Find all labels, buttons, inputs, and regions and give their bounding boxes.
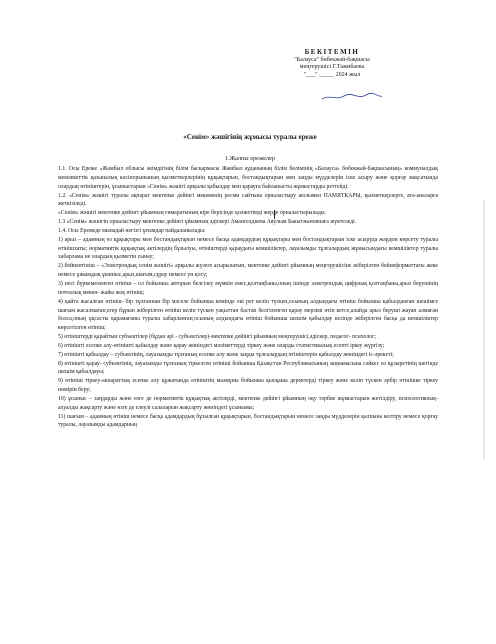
approval-heading: БЕКІТЕМІН [304,48,360,56]
definition-3: 3) несі бүркемеленген өтініш – ол бойынша авторын белгілеу мүмкін емес,қолтаңбаны,оның ішінде электрондық цифрлық қолтаңбаны,арыз берушінің почталық мекен- жайы жоқ өтініш; [58,280,438,296]
paragraph-1-1: 1.1. Осы Ереже «Жамбыл облысы әкімдігінің білім басқармасы Жамбыл ауданының білім бөлімінің «Балауса» бөбекжай-бақшасының» коммуналдық мемлекеттік қазыналық кәсіпорынының қызметкерлерінің құқықтарын, бостандықтарын мен заңды мүдделерін іске асыру және қорғау мақсатында олардың өтініштерін, ұсыныстарын «Сенім» жәшігі арқылы қабылдау мен қарауға байланысты жұмыстарды реттейді. [58,166,438,190]
document-title: «Сенім» жәшігінің жұмысы туралы ереже [183,133,317,141]
definition-9: 9) өтініші тіркеу-акпараттық есепке алу құжатында өтініштің мазмұны бойынша қысқаша деректерді тіркеу және келіп түскен әрбір өтінішке тіркеу нөмірін беру; [58,378,438,394]
approval-signatory: меңгерушісі Г.Тажибаева [299,64,365,70]
approval-block [262,49,402,79]
paragraph-1-3: 1.3 «Сенім» жәшігін орналастыру мектепке дейінгі ұйымның әдіскері Амангелдиева Аяулым Бакытжановнаға жүктеледі. [58,219,357,226]
definition-7: 7) өтінішті қабылдау – субъектінің, лауазымды тұлғаның есепке алу және заңды тұлғалардың өтініштерін қабылдау жөніндегі іс-әрекеті; [58,351,394,358]
definition-11: 11) шағым – адамның өтініш немесе басқа адамдардың бұзылған құқықтарын, бостандықтарын немесе заңды мүдделерін қалпына келтіру немесе қорғау туралы, лауазымды адамдарның [58,413,438,429]
paragraph-1-2: 1.2. «Сенім» жәшігі туралы ақпарат мектепке дейінгі мекеменің ресми сайтына орналастыру жолымен ПАМЯТКАРЫ, қызметкерлерге, ата-аналарға жеткізіледі. [58,192,438,208]
definition-6: 6) өтінішті есепке алу-өтінішті қабылдау және қарау жөніндегі мәліметтерді тіркеу және оларды статистикалық есепті іркеу жүргізу; [58,342,385,349]
document-body [58,165,438,430]
paragraph-1-2-location: «Сенім» жәшігі мектепке дейінгі ұйымның ғимаратының кіре берісінде қолжетімді жерде орналастырылады. [58,210,327,217]
approval-organization: "Балауса" бөбекжай-бақшасы [294,56,370,63]
definition-4: 4) қайта жасалған өтініш- бір тұлғаннан бір мәселе бойынша кемінде екі рет келіп түскен,осының алдындағы өтініш бойынша қабылданған шешімге шағым жасалмаған,егер бұрын жіберілген өтініш келіп түскен уақыттан бастап белгіленген қарау мерзімі өтіп кетсе,алайда арыз беруші жауап алмаған болса,оның ұқсасты қарамағаны туралы хабарланған,осының алдындағы өтініш бойынша шешім қабылдау кезінде жіберілген басқа да кемшіліктер көрсетілген өтініш; [58,298,438,332]
paragraph-1-4: 1.4. Осы Ережеде мынадай негізгі ұғымдар пайдаланылады: [58,227,206,234]
definition-1: 1) арыз – адамның өз құқықтары мен бостандықтарын немесе басқа адамдардың құқықтары мен бостандықтарын іске асыруда жәрдем көрсету туралы өтінішхаты; нормативтік құқықтық актілердің бұзылуы, өтініштерді қараудағы кемшіліктер, лауазымды тұлғалардың жұмысындағы кемшіліктер туралы хабарлама не олардың қызметін сынау; [58,236,438,261]
section-heading: 1.Жалпы ережелер [224,155,276,162]
scan-edge-shadow [483,200,485,460]
approval-date: "___" _____ 2024 жыл [303,71,361,78]
definition-5: 5) өтініштерді қарайтын субъектілер (бұдан әрі - субъектілер)-мектепке дейінгі ұйымның меңгерушісі,әдіскер, педагог- психолог; [58,334,376,341]
definition-8: 8) өтінішті қарау- субъектінің, лауазымды тұлғаның тіркелген өтініші бойынша Қазақстан Республикасының заңнамасына сәйкес өз құзыретінің шегінде шешім қабылдауы; [58,360,438,376]
definition-10: 10) ұсыныс – заңдарды және өзге де нормативтік құқықтық актілерді, мектепке дейінгі ұйымның оқу тәрбие жұмыстарын жетілдіру, психологиялық-ахуалды жақсарту және өзге де елеулі салаларын жақсарту жөніндегі ұсынымы; [58,395,438,411]
definition-2: 2) бейнеөтініш – «Электрондық сенім жәшігі» арқылы жүзеге асырылатын, мектепке дейінгі ұйымның меңгерушісіне жіберілген бейнеформаттағы жеке немесе ұжымдық ұынныс,арыз,шағым,сұрау немесе ун қосу; [58,263,438,279]
signature-mark [320,92,384,102]
